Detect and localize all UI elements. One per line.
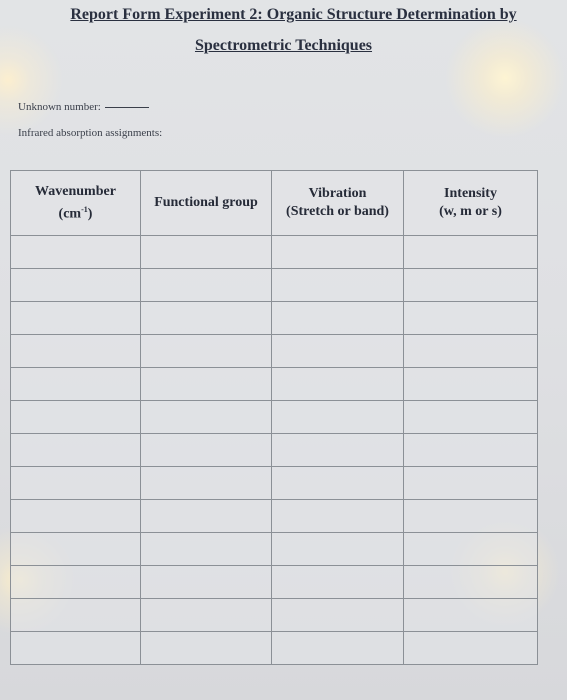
header-intensity-label: Intensity — [444, 186, 497, 201]
cell-functional-group[interactable] — [141, 500, 272, 533]
cell-wavenumber[interactable] — [11, 533, 141, 566]
table-row — [11, 467, 538, 500]
cell-intensity[interactable] — [404, 599, 538, 632]
header-wavenumber-label: Wavenumber — [35, 183, 116, 199]
cell-functional-group[interactable] — [141, 467, 272, 500]
infrared-assignments-label: Infrared absorption assignments: — [18, 127, 163, 139]
cell-intensity[interactable] — [404, 533, 538, 566]
cell-wavenumber[interactable] — [11, 632, 141, 665]
header-intensity-subtitle: (w, m or s) — [439, 204, 502, 219]
cell-wavenumber[interactable] — [11, 236, 141, 269]
report-title-line-1: Report Form Experiment 2: Organic Structure Determination by — [70, 6, 517, 23]
cell-wavenumber[interactable] — [11, 335, 141, 368]
header-vibration — [272, 171, 404, 236]
cell-functional-group[interactable] — [141, 401, 272, 434]
table-row — [11, 368, 538, 401]
cell-intensity[interactable] — [404, 434, 538, 467]
table-row — [11, 500, 538, 533]
table-row — [11, 632, 538, 665]
cell-vibration[interactable] — [272, 632, 404, 665]
unknown-number-label: Unknown number: — [18, 101, 101, 113]
header-intensity — [404, 171, 538, 236]
cell-vibration[interactable] — [272, 401, 404, 434]
cell-wavenumber[interactable] — [11, 302, 141, 335]
table-body — [11, 236, 538, 665]
table-row — [11, 599, 538, 632]
cell-intensity[interactable] — [404, 269, 538, 302]
cell-functional-group[interactable] — [141, 434, 272, 467]
cell-intensity[interactable] — [404, 302, 538, 335]
cell-wavenumber[interactable] — [11, 467, 141, 500]
cell-intensity[interactable] — [404, 236, 538, 269]
cell-functional-group[interactable] — [141, 566, 272, 599]
cell-functional-group[interactable] — [141, 236, 272, 269]
table-header-row — [11, 171, 538, 236]
cell-intensity[interactable] — [404, 500, 538, 533]
header-vibration-label: Vibration — [308, 186, 367, 201]
table-row — [11, 434, 538, 467]
cell-wavenumber[interactable] — [11, 269, 141, 302]
cell-vibration[interactable] — [272, 500, 404, 533]
cell-functional-group[interactable] — [141, 368, 272, 401]
cell-vibration[interactable] — [272, 269, 404, 302]
cell-functional-group[interactable] — [141, 302, 272, 335]
cell-intensity[interactable] — [404, 368, 538, 401]
unknown-number-field — [18, 101, 149, 113]
table-row — [11, 302, 538, 335]
cell-intensity[interactable] — [404, 335, 538, 368]
header-wavenumber — [11, 171, 141, 236]
cell-vibration[interactable] — [272, 335, 404, 368]
cell-wavenumber[interactable] — [11, 599, 141, 632]
table-row — [11, 533, 538, 566]
cell-vibration[interactable] — [272, 566, 404, 599]
table-row — [11, 335, 538, 368]
cell-wavenumber[interactable] — [11, 434, 141, 467]
header-functional-group — [141, 171, 272, 236]
header-wavenumber-unit: $(cm^{-1})$ — [58, 204, 93, 222]
cell-functional-group[interactable] — [141, 533, 272, 566]
cell-vibration[interactable] — [272, 467, 404, 500]
cell-functional-group[interactable] — [141, 335, 272, 368]
cell-vibration[interactable] — [272, 434, 404, 467]
cell-vibration[interactable] — [272, 236, 404, 269]
header-vibration-subtitle: (Stretch or band) — [286, 204, 389, 219]
cell-functional-group[interactable] — [141, 599, 272, 632]
cell-wavenumber[interactable] — [11, 500, 141, 533]
cell-intensity[interactable] — [404, 566, 538, 599]
cell-intensity[interactable] — [404, 632, 538, 665]
cell-vibration[interactable] — [272, 599, 404, 632]
table-row — [11, 566, 538, 599]
cell-vibration[interactable] — [272, 302, 404, 335]
table-row — [11, 269, 538, 302]
table-row — [11, 236, 538, 269]
cell-vibration[interactable] — [272, 368, 404, 401]
cell-wavenumber[interactable] — [11, 401, 141, 434]
cell-intensity[interactable] — [404, 467, 538, 500]
cell-functional-group[interactable] — [141, 269, 272, 302]
infrared-assignments-table — [10, 170, 538, 665]
cell-intensity[interactable] — [404, 401, 538, 434]
cell-wavenumber[interactable] — [11, 368, 141, 401]
cell-wavenumber[interactable] — [11, 566, 141, 599]
cell-vibration[interactable] — [272, 533, 404, 566]
header-functional-group-label: Functional group — [154, 195, 258, 210]
report-title-line-2: Spectrometric Techniques — [194, 37, 373, 54]
table-row — [11, 401, 538, 434]
cell-functional-group[interactable] — [141, 632, 272, 665]
unknown-number-blank[interactable] — [105, 107, 149, 108]
